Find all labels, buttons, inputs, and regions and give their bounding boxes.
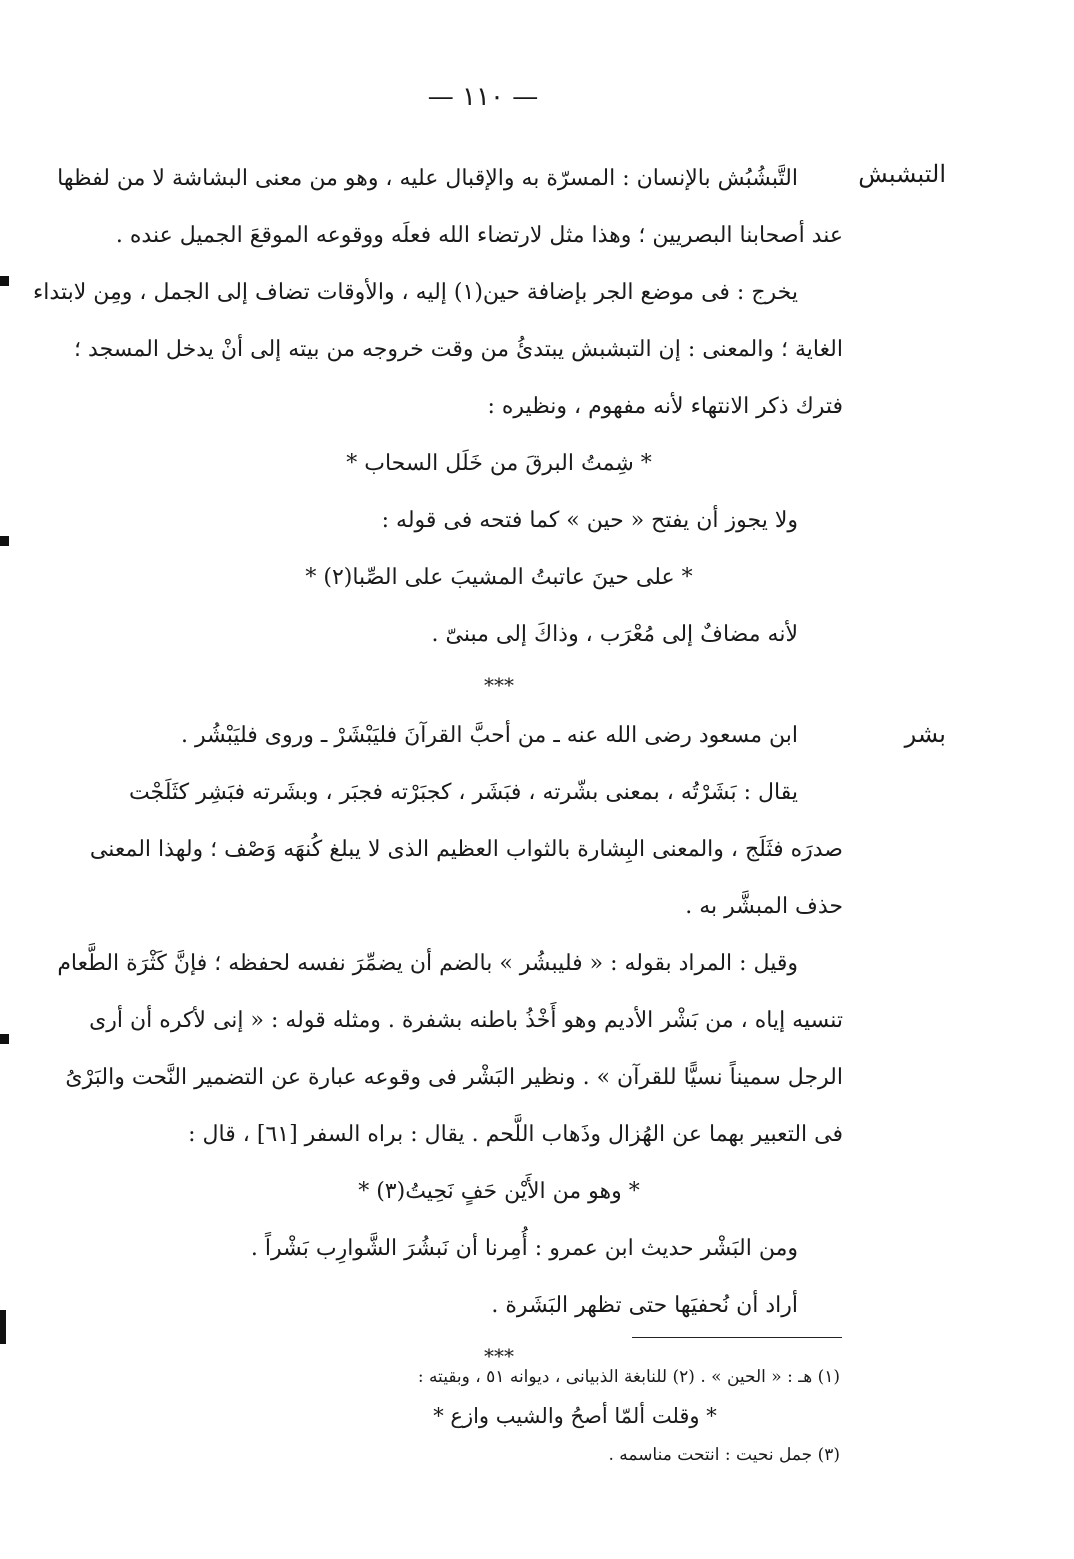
footnote-verse: * وقلت ألمّا أصحُ والشيب وازع * (433, 1404, 717, 1428)
footnote-line: (٣) جمل نحيت : انتحت مناسمه . (608, 1445, 840, 1465)
text-line: الرجل سميناً نسيًّا للقرآن » . ونظير البَشْر فى وقوعه عبارة عن التضمير النَّحت والبَرْىُ (65, 1065, 843, 1090)
text-line: يقال : بَشَرْتُه ، بمعنى بشّرته ، فبَشَر ، كجبَرْته فجبَر ، وبشَرته فبَشِر كثَلَجْت (128, 780, 798, 805)
scan-edge-mark (0, 1310, 6, 1344)
text-line: تنسيه إياه ، من بَشْر الأديم وهو أَخْذُ باطنه بشفرة . ومثله قوله : « إنى لأكره أن أرى (89, 1008, 843, 1033)
scan-edge-mark (0, 1034, 9, 1044)
text-line: لأنه مضافٌ إلى مُعْرَب ، وذاكَ إلى مبنىّ . (431, 622, 798, 647)
main-text (32, 150, 843, 1378)
text-line: ولا يجوز أن يفتح « حين » كما فتحه فى قوله : (381, 508, 798, 533)
text-line: عند أصحابنا البصريين ؛ وهذا مثل لارتضاء الله فعلَه ووقوعه الموقعَ الجميل عنده . (115, 223, 843, 248)
section-separator: *** (484, 1344, 514, 1368)
scan-edge-mark (0, 536, 9, 546)
text-line: ومن البَشْر حديث ابن عمرو : أُمِرنا أن نَبشُرَ الشَّوارِب بَشْراً . (250, 1236, 798, 1261)
text-line: حذف المبشَّر به . (685, 894, 843, 919)
footnotes (240, 1360, 840, 1472)
page-number: — ١١٠ — (427, 82, 539, 112)
text-line: وقيل : المراد بقوله : « فليبشُر » بالضم أن يضمِّرَ نفسه لحفظه ؛ فإنَّ كَثْرَة الطَّعام (57, 951, 798, 976)
footnote-divider (632, 1337, 842, 1338)
text-line: الغاية ؛ والمعنى : إن التبشبش يبتدئُ من وقت خروجه من بيته إلى أنْ يدخل المسجد ؛ (74, 337, 843, 362)
verse-line: * شِمتُ البرقَ من خَلَل السحاب * (346, 451, 652, 476)
text-line: فى التعبير بهما عن الهُزال وذَهاب اللَّحم . يقال : براه السفر [٦١] ، قال : (188, 1122, 843, 1147)
footnote-line: (١) هـ : « الحين » . (٢) للنابغة الذبيانى ، ديوانه ٥١ ، وبقيته : (417, 1367, 840, 1387)
text-line: أراد أن نُحفيَها حتى تظهر البَشَرة . (491, 1293, 798, 1318)
section-separator: *** (484, 673, 514, 697)
text-line: يخرج : فى موضع الجر بإضافة حين(١) إليه ، والأوقات تضاف إلى الجمل ، ومِن لابتداء (32, 280, 798, 305)
margin-label-tabashbush: التبشبش (858, 160, 946, 188)
verse-line: * على حينَ عاتبتُ المشيبَ على الصِّبا(٢) * (305, 565, 693, 590)
scan-edge-mark (0, 276, 9, 286)
text-line: ابن مسعود رضى الله عنه ـ من أحبَّ القرآنَ فليَبْشَرْ ـ وروى فليَبْشُر . (180, 723, 798, 748)
verse-line: * وهو من الأَيْن حَفٍ نَحِيتُ(٣) * (358, 1179, 640, 1204)
margin-label-bashar: بشر (904, 720, 946, 748)
text-line: فترك ذكر الانتهاء لأنه مفهوم ، ونظيره : (487, 394, 843, 419)
text-line: صدرَه فثَلَج ، والمعنى البِشارة بالثواب العظيم الذى لا يبلغ كُنهَه وَصْف ؛ ولهذا المعنى (89, 837, 843, 862)
text-line: التَّبشُبُش بالإنسان : المسرّة به والإقبال عليه ، وهو من معنى البشاشة لا من لفظها (57, 166, 798, 191)
